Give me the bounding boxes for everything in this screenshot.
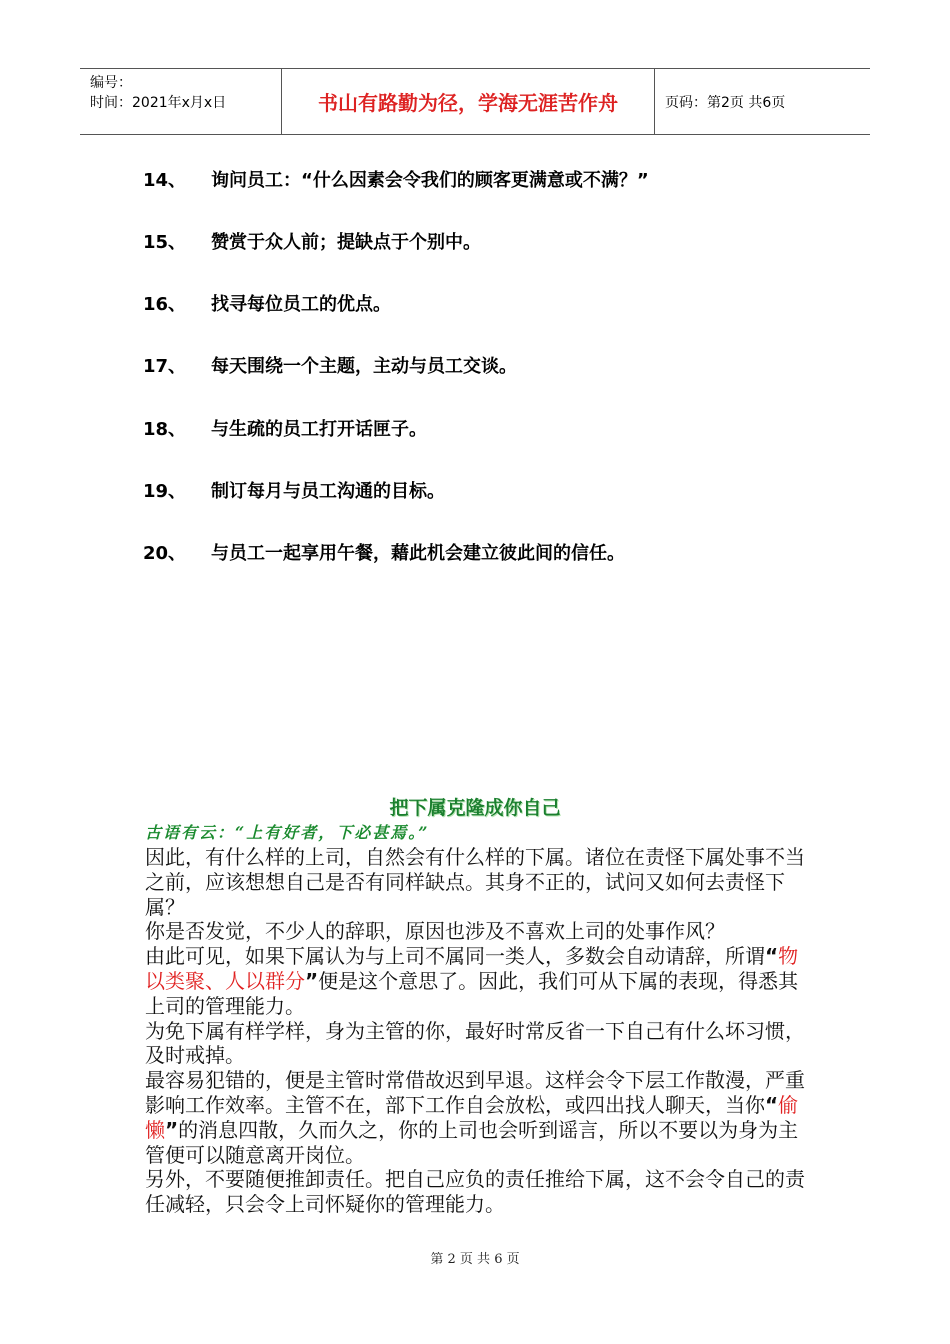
item-number: 14、 (143, 170, 187, 191)
highlight-text: 物以类聚、人以群分 (145, 944, 799, 993)
header-motto: 书山有路勤为径，学海无涯苦作舟 (282, 69, 655, 134)
item-text: 制订每月与员工沟通的目标。 (211, 481, 445, 502)
paragraph: 你是否发觉，不少人的辞职，原因也涉及不喜欢上司的处事作风？ (145, 919, 725, 944)
section-quote: 古语有云：“上有好者，下必甚焉。” (145, 823, 430, 842)
paragraph: 为免下属有样学样，身为主管的你，最好时常反省一下自己有什么坏习惯，及时戒掉。 (145, 1018, 805, 1068)
item-text: 赞赏于众人前；提缺点于个别中。 (211, 232, 481, 253)
highlight-text: 偷懒 (145, 1092, 799, 1142)
list-item (143, 228, 481, 254)
text-run: 最容易犯错的，便是主管时常借故迟到早退。这样会令下层工作散漫，严重影响工作效率。主管不在，部下工作自会放松，或四出找人聊天，当你 (145, 1068, 805, 1117)
list-item (143, 290, 391, 316)
section-body (145, 845, 810, 1217)
paragraph (145, 1068, 810, 1167)
list-item (143, 477, 445, 503)
text-run: 的消息四散，久而久之，你的上司也会听到谣言，所以不要以为身为主管便可以随意离开岗位。 (145, 1117, 799, 1167)
time-label: 时间：2021年x月x日 (90, 95, 227, 111)
quote-mark: ” (305, 968, 319, 993)
item-text: 找寻每位员工的优点。 (211, 294, 391, 315)
item-text: 询问员工：“什么因素会令我们的顾客更满意或不满？” (211, 170, 649, 191)
item-text: 与员工一起享用午餐，藉此机会建立彼此间的信任。 (211, 543, 625, 564)
paragraph: 因此，有什么样的上司，自然会有什么样的下属。诸位在责怪下属处事不当之前，应该想想自己是否有同样缺点。其身不正的，试问又如何去责怪下属？ (145, 845, 805, 919)
item-number: 20、 (143, 543, 187, 564)
paragraph (145, 944, 810, 1018)
quote-mark: “ (765, 944, 779, 969)
text-run: 由此可见，如果下属认为与上司不属同一类人，多数会自动请辞，所谓 (145, 944, 765, 969)
item-number: 19、 (143, 481, 187, 502)
list-item (143, 352, 517, 378)
page-footer: 第 2 页 共 6 页 (430, 1252, 520, 1267)
list-item (143, 415, 427, 441)
section-title: 把下属克隆成你自己 (389, 797, 561, 819)
quote-mark: “ (765, 1092, 779, 1117)
quote-mark: ” (165, 1117, 179, 1142)
header-meta (80, 69, 282, 134)
text-run: 便是这个意思了。因此，我们可从下属的表现，得悉其上司的管理能力。 (145, 968, 799, 1018)
item-text: 每天围绕一个主题，主动与员工交谈。 (211, 356, 517, 377)
item-number: 15、 (143, 232, 187, 253)
header-table (80, 68, 870, 135)
list-item (143, 539, 625, 565)
item-number: 16、 (143, 294, 187, 315)
item-number: 17、 (143, 356, 187, 377)
paragraph: 另外，不要随便推卸责任。把自己应负的责任推给下属，这不会令自己的责任减轻，只会令上司怀疑你的管理能力。 (145, 1167, 805, 1217)
item-text: 与生疏的员工打开话匣子。 (211, 419, 427, 440)
header-page-info: 页码：第2页 共6页 (665, 94, 786, 111)
number-label: 编号： (90, 75, 132, 91)
item-number: 18、 (143, 419, 187, 440)
list-item (143, 166, 649, 192)
